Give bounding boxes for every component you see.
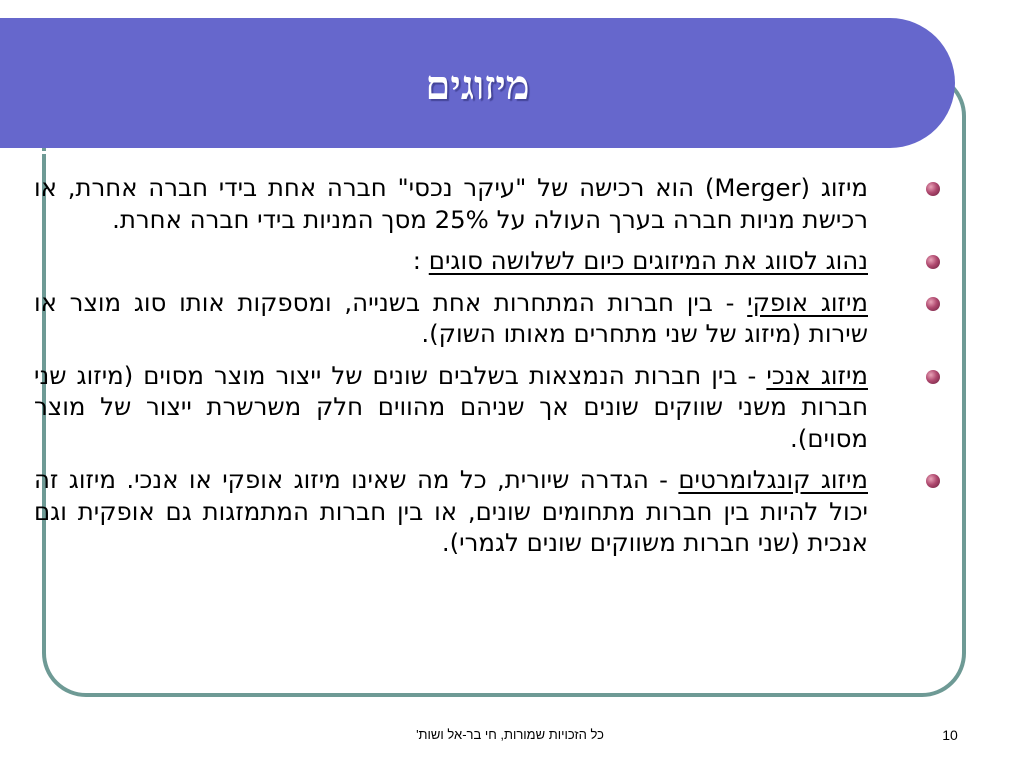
bullet-dot-icon	[926, 370, 940, 384]
bullet-dot-icon	[926, 297, 940, 311]
bullet-list	[34, 172, 958, 672]
title-bar	[0, 18, 955, 148]
bullet-text: - הגדרה שיורית, כל מה שאינו מיזוג אופקי או אנכי. מיזוג זה יכול להיות בין חברות מתחומים שונים, או בין חברות המתמזגות גם אופקית וגם אנכית (שני חברות משווקים שונים לגמרי).	[34, 465, 868, 557]
bullet-item-horizontal-merger	[34, 287, 958, 350]
bullet-underlined-text: מיזוג אופקי	[747, 287, 868, 317]
bullet-dot-icon	[926, 182, 940, 196]
bullet-dot-icon	[926, 255, 940, 269]
bullet-underlined-text: מיזוג אנכי	[766, 360, 868, 390]
bullet-text: - בין חברות המתחרות אחת בשנייה, ומספקות אותו סוג מוצר או שירות (מיזוג של שני מתחרים מאותו השוק).	[34, 287, 868, 348]
page-number: 10	[942, 727, 958, 743]
bullet-item-merger-definition	[34, 172, 958, 235]
bullet-item-types-intro	[34, 245, 958, 277]
footer-copyright: כל הזכויות שמורות, חי בר-אל ושות'	[416, 727, 604, 742]
slide-title: מיזוגים	[425, 62, 530, 109]
bullet-item-conglomerate-merger	[34, 464, 958, 559]
title-divider	[0, 151, 906, 154]
bullet-text: מיזוג (Merger) הוא רכישה של "עיקר נכסי" חברה אחת בידי חברה אחרת, או רכישת מניות חברה בערך העולה על 25% מסך המניות בידי חברה אחרת.	[34, 173, 868, 234]
bullet-text: - בין חברות הנמצאות בשלבים שונים של ייצור מוצר מסוים (מיזוג שני חברות משני שווקים שונים אך שניהם מהווים חלק משרשרת ייצור של מוצר מסוים).	[34, 360, 868, 453]
bullet-underlined-text: נהוג לסווג את המיזוגים כיום לשלושה סוגים	[428, 246, 868, 275]
bullet-text: :	[412, 246, 429, 275]
bullet-underlined-text: מיזוג קונגלומרטים	[678, 465, 868, 494]
bullet-dot-icon	[926, 474, 940, 488]
bullet-item-vertical-merger	[34, 360, 958, 455]
